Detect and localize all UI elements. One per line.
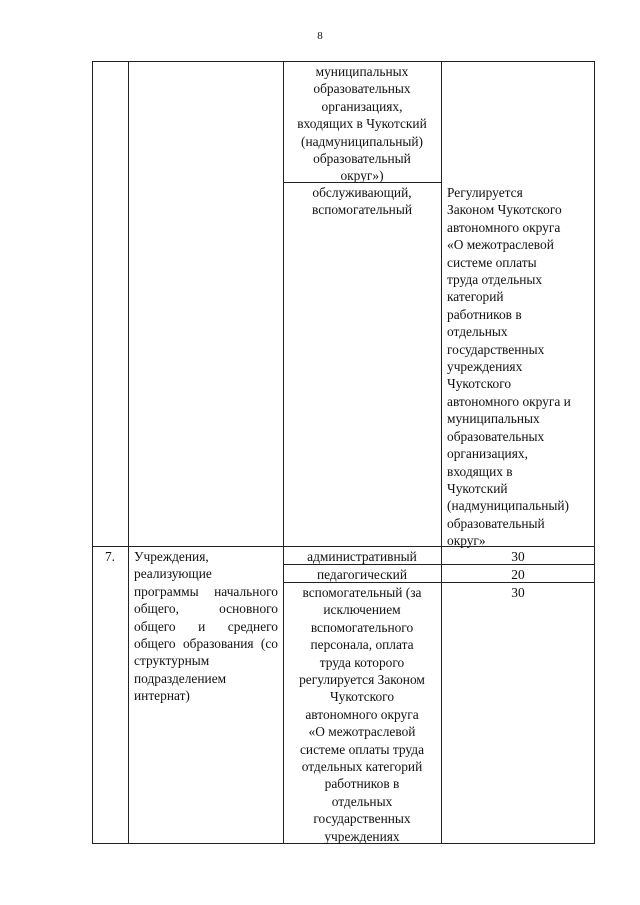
text-line: (надмуниципальный) [300,133,424,149]
text-line: образовательный [313,151,411,167]
text-line: входящих в Чукотский [297,116,427,132]
text-line: образовательный [447,515,545,531]
column-divider [441,61,442,844]
allowance-value: 30 [511,585,525,600]
text-line: труда отдельных [447,272,543,288]
page-number: 8 [317,30,323,42]
text-line: «О межотраслевой [447,237,554,253]
text-line: образовательных [313,81,411,97]
text-line: работников в [447,306,522,322]
text-line: Регулируется [447,185,523,200]
text-line: вспомогательный (за [302,585,422,600]
column-divider [128,61,129,844]
text-line: категорий [447,289,504,305]
row-number: 7. [104,549,116,564]
text-line: вспомогательный [312,202,412,218]
text-line: государственных [313,811,411,827]
text-line: входящих в [447,463,513,479]
text-line: муниципальных [315,64,409,79]
text-line: организациях, [447,446,528,462]
text-line: округ» [447,533,486,549]
text-line: Законом Чукотского [447,202,562,218]
regulation-note-cell [447,184,589,550]
text-line: автономного округа [447,219,561,235]
column-divider [283,61,284,844]
staff-type-cell [286,63,438,185]
text-line: округ») [340,168,384,184]
text-line: системе оплаты [447,254,537,270]
text-line: системе оплаты труда [299,741,425,757]
staff-type-cell [286,584,438,845]
text-line: образовательных [447,428,545,444]
text-line: организациях, [321,98,403,114]
text-line: учреждениях [447,359,523,375]
text-line: регулируется Законом [299,672,425,688]
text-line: государственных [447,341,545,357]
column-divider [594,61,595,844]
allowance-value: 30 [511,549,525,564]
text-line: работников в [324,776,400,792]
text-line: автономного округа и [447,393,571,409]
staff-type-cell: педагогический [317,567,407,582]
text-line: исключением [323,602,401,618]
text-line: обслуживающий, [312,185,412,200]
text-line: труда которого [319,654,405,670]
text-line: Чукотский [447,480,508,496]
staff-type-cell: административный [307,549,417,564]
text-line: (надмуниципальный) [447,498,570,514]
text-line: автономного округа [305,706,419,722]
text-line: Чукотского [447,376,512,392]
text-line: вспомогательного [310,619,414,635]
text-line: Чукотского [329,689,395,705]
text-line: учреждениях [324,828,400,844]
table-top-border [92,61,595,62]
column-divider [92,61,93,844]
text-line: отдельных [331,793,393,809]
staff-type-cell [286,184,438,219]
text-line: персонала, оплата [310,637,414,653]
text-line: отдельных [447,324,508,340]
allowance-value: 20 [511,567,525,582]
text-line: муниципальных [447,411,540,427]
text-line: «О межотраслевой [308,724,416,740]
text-line: отдельных категорий [301,759,423,775]
institution-cell: Учреждения, реализующие программы начального общего, основного общего и среднего общего образования (со структурным подразделением интернат) [134,549,278,704]
